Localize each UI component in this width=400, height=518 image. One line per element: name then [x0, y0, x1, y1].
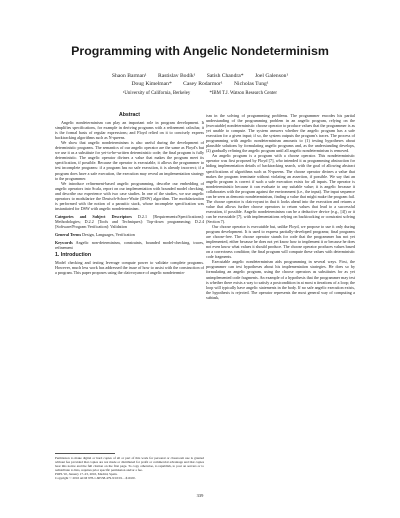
right-column	[206, 113, 355, 300]
paper-title: Programming with Angelic Nondeterminism	[71, 44, 329, 58]
footnote-copyright: Copyright © 2010 ACM 978-1-60558-479-9/10/01…$10.00.	[55, 476, 136, 480]
author-name: Shaon Barman¹	[111, 73, 147, 79]
abstract-paragraph: Angelic nondeterminism can play an important role in program development. It simplifies specifications, for example in deriving programs with a refinement calculus; it is the formal basis of regular expressions; and Floyd relied on it to concisely express backtracking algorithms such as N-queens.	[55, 120, 204, 141]
footnote-venue: POPL'10, January 17–23, 2010, Madrid, Spain.	[55, 472, 118, 476]
footnote-rule	[55, 453, 115, 454]
general-terms-text: Design, Languages, Verification	[82, 232, 135, 238]
abstract-paragraph: We show that angelic nondeterminism is also useful during the development of deterministic programs. The semantics of our angelic operator are the same as Floyd's but we use it as a substitute for yet-to-be-written deterministic code; the final program is fully deterministic. The angelic operator divines a value that makes the program meet its specification, if possible. Because the operator is executable, it allows the programmer to test incomplete programs: if a program has no safe execution, it is already incorrect; if a program does have a safe execution, the execution may reveal an implementation strategy to the programmer.	[55, 140, 204, 181]
authors-line-1	[0, 73, 400, 80]
left-column	[55, 113, 204, 275]
affiliations	[0, 90, 400, 97]
author-name: Casey Rodarmor¹	[183, 81, 223, 87]
categories	[55, 214, 204, 229]
introduction-paragraph: Model checking and testing leverage compute power to validate complete programs. However, much less work has addressed the issue of how to assist with the construction of a program. This paper proposes using the clairvoyance of angelic nondetermin-	[55, 260, 204, 276]
author-name: Nicholas Tung¹	[234, 81, 269, 87]
keywords	[55, 240, 204, 250]
author-name: Joel Galenson¹	[254, 73, 289, 79]
categories-text: D.2.1 [Requirements/Specifications]: Methodologies; D.2.2 [Tools and Techniques]: Top-down programming; D.2.4 [Software/Program Verification]: Validation	[55, 213, 204, 229]
author-name: Satish Chandra*	[206, 73, 244, 79]
body-paragraph: An angelic program is a program with a choose operator. This nondeterministic operator was first proposed by Floyd [7], who intended it as programming abstraction for hiding implementation details of backtracking search, with the goal of allowing abstract specifications of algorithms such as N-queens. The choose operator divines a value that makes the program terminate without violating an assertion, if possible. We say that an angelic program is correct if such a safe execution exists for all inputs. The operator is nondeterministic because it can evaluate to any suitable value; it is angelic because it collaborates with the program against the environment (i.e., the input). The input sequence can be seen as demonic nondeterminism, finding a value that might make the program fail. The choose operator is clairvoyant in that it looks ahead into the execution and returns a value that allows further choose operators to return values that lead to a successful execution, if possible. Angelic nondeterminism can be a deductive device (e.g., [4]) or it can be executable [7], with implementations relying on backtracking or constraint solving (Section 7).	[206, 153, 355, 224]
abstract-heading: Abstract	[118, 112, 141, 118]
footnote-text: Permission to make digital or hard copies of all or part of this work for personal or classroom use is granted without fee provided that copies are not made or distributed for profit or commercial advantage and that copies bear this notice and the full citation on the first page. To copy otherwise, to republish, to post on servers or to redistribute to lists, requires prior specific permission and/or a fee.	[55, 456, 204, 472]
abstract-paragraph: We introduce refinement-based angelic programming, describe our embedding of angelic operators into Scala, report on our implementation with bounded model checking, and describe our experience with two case studies. In one of the studies, we use angelic operators to modularize the Deutsch-Schorr-Waite (DSW) algorithm. The modularization is performed with the notion of a parasitic stack, whose incomplete specification was instantiated for DSW with angelic nondeterminism.	[55, 180, 204, 211]
page-number: 339	[196, 493, 204, 498]
authors-line-2	[0, 81, 400, 88]
categories-label: Categories and Subject Descriptors	[55, 213, 132, 219]
affiliation: ¹University of California, Berkeley	[122, 91, 191, 96]
affiliation: *IBM T.J. Watson Research Center	[209, 91, 277, 96]
body-paragraph: Our choose operator is executable but, unlike Floyd, we propose to use it only during program development. It is used to express partially-developed programs; final programs are choose-free. The choose operator stands for code that the programmer has not yet implemented, either because he does not yet know how to implement it or because he does not even know what values it should produce. The choose operator produces values based on a correctness condition; the final program will compute these values with deterministic code fragments.	[206, 224, 355, 260]
copyright-footnote	[55, 456, 204, 480]
general-terms-label: General Terms	[55, 232, 82, 238]
keywords-text: Angelic non-determinism, constraints, bounded model-checking, traces, refinement	[55, 240, 204, 251]
keywords-label: Keywords	[55, 240, 73, 246]
body-paragraph: Executable angelic nondeterminism aids programming in several ways. First, the programmer can test hypotheses about his implementation strategies. He does so by formulating an angelic program, using the choose operators as substitutes for as yet unimplemented code fragments. An example of a hypothesis that the programmer may test is whether there exists a way to satisfy a postcondition in at most n iterations of a loop; the loop will typically have angelic statements in the body. If no safe angelic execution exists, the hypothesis is rejected. The operator represents the most general way of computing a subtask,	[206, 259, 355, 300]
introduction-heading: 1. Introduction	[55, 252, 92, 259]
body-paragraph: ism in the solving of programming problems. The programmer encodes his partial understanding of the programming problem in an angelic program, relying on the (executable) nondeterministic choose operator to produce values that the programmer is as yet unable to compute. The system answers whether the angelic program has a safe execution for a given input; if so, the system outputs the program's traces. The process of programming with angelic nondeterminism amounts to (1) testing hypotheses about plausible solutions by formulating angelic programs and, as the understanding develops, (2) gradually refining the angelic program until all angelic nondeterminism is removed.	[206, 113, 355, 154]
author-name: Doug Kimelman*	[131, 81, 172, 87]
author-name: Rastislav Bodík¹	[158, 73, 196, 79]
